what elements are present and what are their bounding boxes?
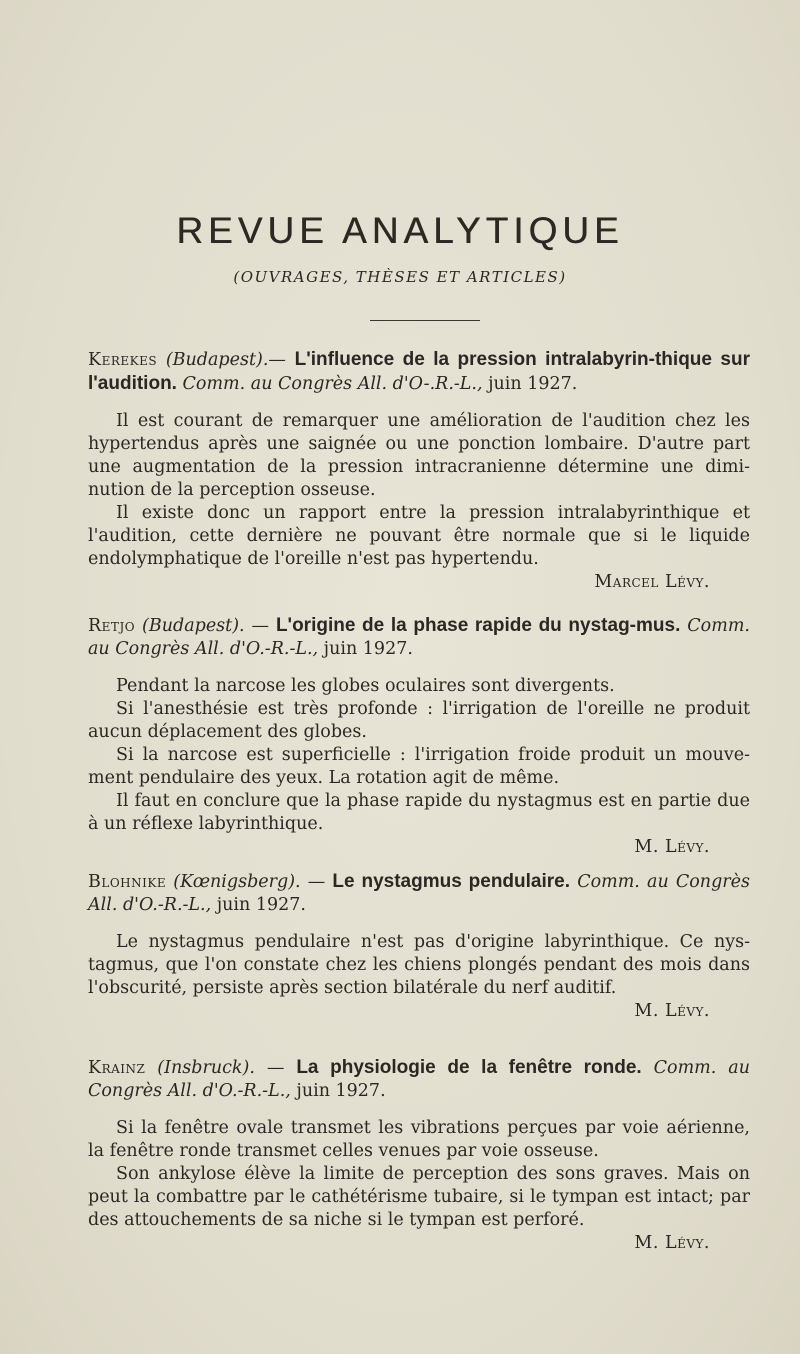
entry-topic: L'influence de la pression intralabyrin-thique sur l'audition. — [88, 349, 750, 394]
entry-paragraph: Pendant la narcose les globes oculaires sont divergents. — [116, 676, 615, 696]
entry-place: (Kœnigsberg). — [173, 872, 301, 892]
entry-source: Comm. au Congrès All. d'O.-R.-L., — [88, 616, 750, 659]
entry-separator: — — [244, 616, 276, 636]
entry-paragraph: Il existe donc un rapport entre la pression intralabyrinthique et l'audition, cette dernière ne pouvant être normale que si le liquide endolymphatique de l'oreille n'est pas hypertendu. — [88, 503, 750, 569]
entry-topic: Le nystagmus pendulaire. — [332, 871, 571, 892]
entry-separator: — — [268, 350, 295, 370]
entry-signature: M. Lévy. — [634, 837, 710, 857]
entry-date: juin 1927. — [211, 895, 306, 915]
review-entry-kerekes — [88, 348, 750, 594]
entry-paragraph: Il est courant de remarquer une amélioration de l'audition chez les hypertendus après une saignée ou une ponction lombaire. D'autre part une augmentation de la pression intracranienne détermine une dimi-nution de la perception osseuse. — [88, 411, 750, 500]
entry-paragraph: Le nystagmus pendulaire n'est pas d'origine labyrinthique. Ce nys-tagmus, que l'on constate chez les chiens plongés pendant des mois dans l'obscurité, persiste après section bilatérale du nerf auditif. — [88, 932, 750, 998]
entry-heading — [88, 870, 750, 917]
entry-paragraph: Si l'anesthésie est très profonde : l'irrigation de l'oreille ne produit aucun déplacement des globes. — [88, 699, 750, 742]
entry-paragraph: Il faut en conclure que la phase rapide du nystagmus est en partie due à un réflexe labyrinthique. — [88, 791, 750, 834]
entry-place: (Budapest). — [165, 350, 269, 370]
entry-source: Comm. au Congrès All. d'O.-R.-L., — [88, 872, 750, 915]
entry-author: Krainz — [88, 1058, 146, 1078]
entry-place: (Insbruck). — [157, 1058, 255, 1078]
entry-separator: — — [254, 1058, 297, 1078]
entry-place: (Budapest). — [142, 616, 245, 636]
entry-source: Comm. au Congrès All. d'O.-R.-L., — [88, 1058, 750, 1101]
entry-heading — [88, 614, 750, 661]
entry-source: Comm. au Congrès All. d'O-.R.-L., — [182, 374, 483, 394]
entry-signature: Marcel Lévy. — [594, 572, 710, 592]
entry-separator: — — [300, 872, 333, 892]
entry-paragraph: Si la fenêtre ovale transmet les vibrations perçues par voie aérienne, la fenêtre ronde transmet celles venues par voie osseuse. — [88, 1118, 750, 1161]
page-title: REVUE ANALYTIQUE — [176, 210, 624, 251]
review-entry-retjo — [88, 614, 750, 859]
title-divider — [370, 320, 480, 321]
entry-author: Retjo — [88, 616, 136, 636]
entry-topic: L'origine de la phase rapide du nystag-mus. — [275, 615, 681, 636]
entry-topic: La physiologie de la fenêtre ronde. — [296, 1057, 642, 1078]
entry-author: Kerekes — [88, 350, 158, 370]
review-entry-blohnike — [88, 870, 750, 1023]
entry-date: juin 1927. — [482, 374, 578, 394]
entry-date: juin 1927. — [290, 1081, 386, 1101]
entry-heading — [88, 348, 750, 396]
entry-signature: M. Lévy. — [634, 1233, 710, 1253]
review-entry-krainz — [88, 1056, 750, 1255]
page-subtitle: (OUVRAGES, THÈSES ET ARTICLES) — [233, 268, 567, 286]
entry-heading — [88, 1056, 750, 1103]
entry-author: Blohnike — [88, 872, 167, 892]
entry-signature: M. Lévy. — [634, 1001, 710, 1021]
entry-paragraph: Son ankylose élève la limite de perception des sons graves. Mais on peut la combattre par le cathétérisme tubaire, si le tympan est intact; par des attouchements de sa niche si le tympan est perforé. — [88, 1164, 750, 1230]
entry-paragraph: Si la narcose est superficielle : l'irrigation froide produit un mouve-ment pendulaire des yeux. La rotation agit de même. — [88, 745, 750, 788]
entry-date: juin 1927. — [318, 639, 413, 659]
